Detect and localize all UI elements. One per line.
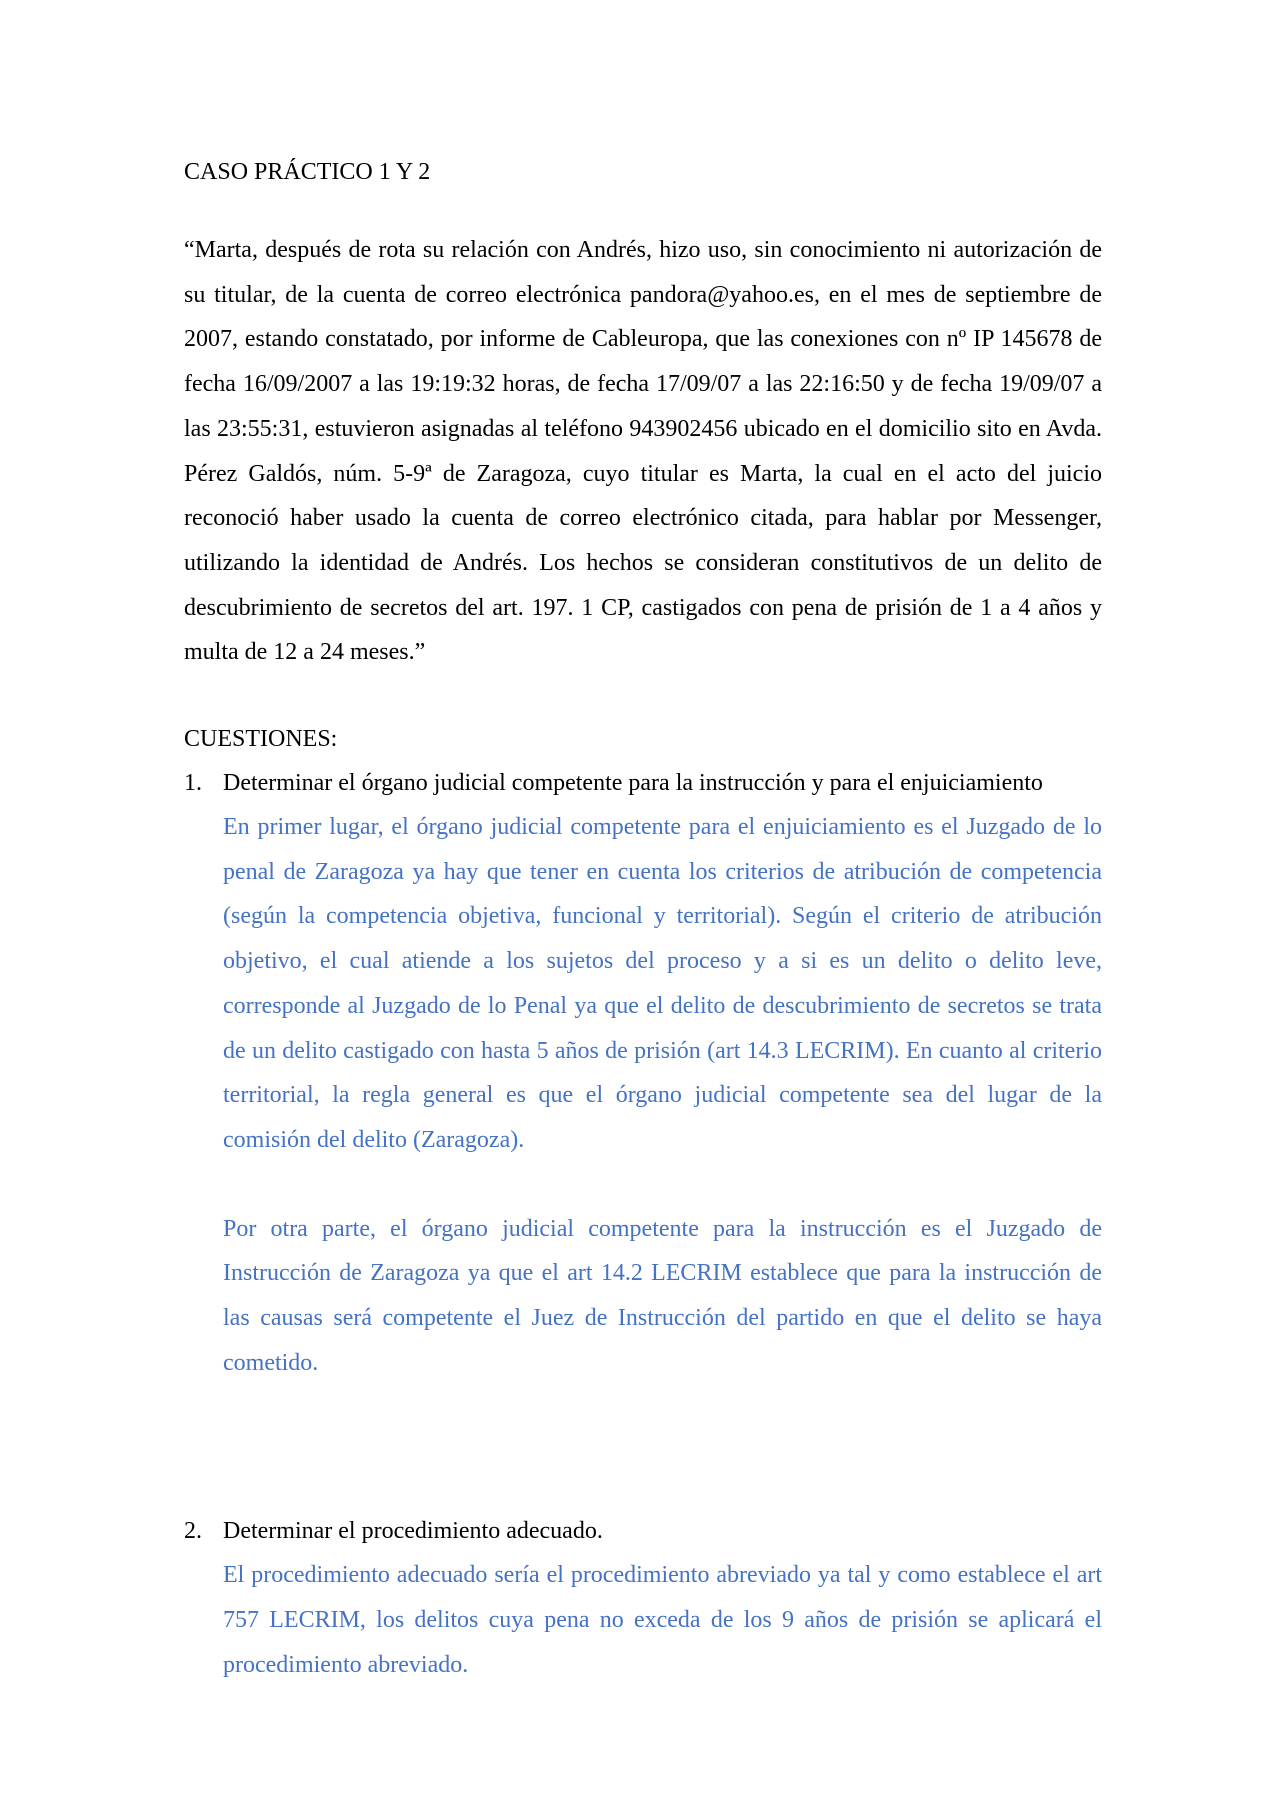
question-text: Determinar el procedimiento adecuado.	[223, 1518, 603, 1545]
answer-paragraph: En primer lugar, el órgano judicial competente para el enjuiciamiento es el Juzgado de lo penal de Zaragoza ya hay que tener en cuenta los criterios de atribución de competencia (según la competencia objetiva, funcional y territorial). Según el criterio de atribución objetivo, el cual atiende a los sujetos del proceso y a si es un delito o delito leve, corresponde al Juzgado de lo Penal ya que el delito de descubrimiento de secretos se trata de un delito castigado con hasta 5 años de prisión (art 14.3 LECRIM). En cuanto al criterio territorial, la regla general es que el órgano judicial competente sea del lugar de la comisión del delito (Zaragoza).	[223, 814, 1102, 1153]
question-2-answer	[223, 1553, 1102, 1687]
question-number: 1.	[184, 770, 202, 797]
answer-paragraph: Por otra parte, el órgano judicial competente para la instrucción es el Juzgado de Instrucción de Zaragoza ya que el art 14.2 LECRIM establece que para la instrucción de las causas será competente el Juez de Instrucción del partido en que el delito se haya cometido.	[223, 1215, 1102, 1376]
question-number: 2.	[184, 1518, 202, 1545]
questions-heading: CUESTIONES:	[184, 726, 338, 753]
document-page	[184, 148, 1102, 1688]
question-1-answer	[223, 805, 1102, 1385]
question-1	[184, 761, 1102, 1385]
question-2	[184, 1509, 1102, 1687]
case-statement: “Marta, después de rota su relación con Andrés, hizo uso, sin conocimiento ni autorización de su titular, de la cuenta de correo electrónica pandora@yahoo.es, en el mes de septiembre de 2007, estando constatado, por informe de Cableuropa, que las conexiones con nº IP 145678 de fecha 16/09/2007 a las 19:19:32 horas, de fecha 17/09/07 a las 22:16:50 y de fecha 19/09/07 a las 23:55:31, estuvieron asignadas al teléfono 943902456 ubicado en el domicilio sito en Avda. Pérez Galdós, núm. 5-9ª de Zaragoza, cuyo titular es Marta, la cual en el acto del juicio reconoció haber usado la cuenta de correo electrónico citada, para hablar por Messenger, utilizando la identidad de Andrés. Los hechos se consideran constitutivos de un delito de descubrimiento de secretos del art. 197. 1 CP, castigados con pena de prisión de 1 a 4 años y multa de 12 a 24 meses.”	[184, 237, 1102, 666]
document-title: CASO PRÁCTICO 1 Y 2	[184, 159, 431, 185]
question-text: Determinar el órgano judicial competente para la instrucción y para el enjuiciamiento	[223, 770, 1043, 797]
answer-paragraph: El procedimiento adecuado sería el procedimiento abreviado ya tal y como establece el art 757 LECRIM, los delitos cuya pena no exceda de los 9 años de prisión se aplicará el procedimiento abreviado.	[223, 1562, 1102, 1678]
spacer	[184, 1385, 1102, 1509]
